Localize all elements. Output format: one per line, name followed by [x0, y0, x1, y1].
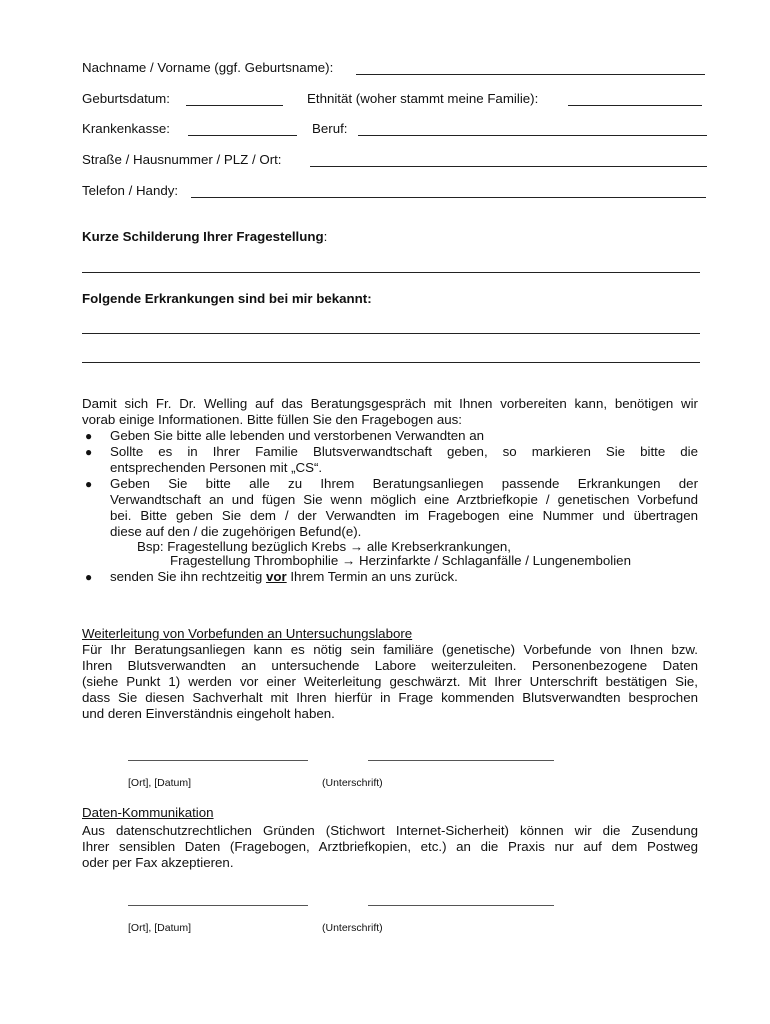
bullet-icon: ● — [85, 445, 93, 459]
bullet-line: Geben Sie bitte alle lebenden und verstorbenen Verwandten an — [110, 428, 485, 443]
emphasis-vor: vor — [265, 569, 287, 584]
ethnicity-label: Ethnität (woher stammt meine Familie): — [307, 91, 539, 106]
forwarding-line: Für Ihr Beratungsanliegen kann es nötig sein familiäre (genetische) Vorbefunde von Ihnen bzw. — [82, 642, 698, 657]
name-field[interactable] — [356, 74, 705, 75]
communication-heading: Daten-Kommunikation — [82, 805, 214, 820]
birthdate-field[interactable] — [186, 105, 283, 106]
insurance-label: Krankenkasse: — [82, 121, 170, 136]
address-label: Straße / Hausnummer / PLZ / Ort: — [82, 152, 282, 167]
bullet-item — [82, 428, 698, 444]
bullet-item — [82, 476, 698, 540]
name-label: Nachname / Vorname (ggf. Geburtsname): — [82, 60, 334, 75]
bullet-line: Geben Sie bitte alle zu Ihrem Beratungsanliegen passende Erkrankungen der — [110, 476, 698, 491]
job-label: Beruf: — [312, 121, 348, 136]
diseases-heading: Folgende Erkrankungen sind bei mir bekannt: — [82, 291, 372, 306]
question-field[interactable] — [82, 272, 700, 273]
signature-line-2[interactable] — [368, 905, 554, 906]
communication-line: Aus datenschutzrechtlichen Gründen (Stichwort Internet-Sicherheit) können wir die Zusendung — [82, 823, 698, 838]
diseases-field-2[interactable] — [82, 362, 700, 363]
bullet-line: bei. Bitte geben Sie dem / der Verwandten im Fragebogen eine Nummer und übertragen — [110, 508, 698, 523]
bullet-line: diese auf den / die zugehörigen Befund(e). — [110, 524, 362, 539]
question-heading: Kurze Schilderung Ihrer Fragestellung: — [82, 229, 328, 244]
forwarding-heading: Weiterleitung von Vorbefunden an Untersuchungslabore — [82, 626, 413, 641]
intro-paragraph — [82, 396, 698, 428]
place-date-label-2: [Ort], [Datum] — [128, 922, 192, 934]
bullet-item — [82, 569, 698, 585]
insurance-field[interactable] — [188, 135, 297, 136]
birthdate-label: Geburtsdatum: — [82, 91, 170, 106]
forwarding-line: (siehe Punkt 1) werden vor einer Weiterleitung geschwärzt. Mit Ihrer Unterschrift bestätigen Sie, — [82, 674, 698, 689]
communication-paragraph — [82, 823, 698, 871]
ethnicity-field[interactable] — [568, 105, 702, 106]
signature-label-2: (Unterschrift) — [322, 922, 383, 934]
intro-line: vorab einige Informationen. Bitte füllen Sie den Fragebogen aus: — [82, 412, 462, 427]
bullet-line: entsprechenden Personen mit „CS“. — [110, 460, 323, 475]
bullet-icon: ● — [85, 570, 93, 584]
communication-line: Ihrer sensiblen Daten (Fragebogen, Arztbriefkopien, etc.) an die Praxis nur auf dem Postweg — [82, 839, 698, 854]
forwarding-paragraph — [82, 642, 698, 722]
intro-line: Damit sich Fr. Dr. Welling auf das Beratungsgespräch mit Ihnen vorbereiten kann, benötigen wir — [82, 396, 698, 411]
diseases-field-1[interactable] — [82, 333, 700, 334]
signature-line-1[interactable] — [368, 760, 554, 761]
job-field[interactable] — [358, 135, 707, 136]
forwarding-line: Ihren Blutsverwandten an untersuchende Labore weiterzuleiten. Personenbezogene Daten — [82, 658, 698, 673]
place-date-line-2[interactable] — [128, 905, 308, 906]
bullet-icon: ● — [85, 429, 93, 443]
bullet-line: Verwandtschaft an und fügen Sie wenn möglich eine Arztbriefkopie / genetischen Vorbefund — [110, 492, 698, 507]
place-date-line-1[interactable] — [128, 760, 308, 761]
place-date-label-1: [Ort], [Datum] — [128, 777, 192, 789]
bullet-item — [82, 444, 698, 476]
signature-label-1: (Unterschrift) — [322, 777, 383, 789]
example-line-2: Fragestellung Thrombophilie → Herzinfarkte / Schlaganfälle / Lungenembolien — [170, 553, 631, 568]
communication-line: oder per Fax akzeptieren. — [82, 855, 234, 870]
phone-label: Telefon / Handy: — [82, 183, 179, 198]
example-line-1: Bsp: Fragestellung bezüglich Krebs → alle Krebserkrankungen, — [137, 539, 511, 554]
bullet-icon: ● — [85, 477, 93, 491]
forwarding-line: dass Sie diesen Sachverhalt mit Ihren hierfür in Frage kommenden Blutsverwandten besprochen — [82, 690, 698, 705]
bullet-line: Sollte es in Ihrer Familie Blutsverwandtschaft geben, so markieren Sie bitte die — [110, 444, 698, 459]
phone-field[interactable] — [191, 197, 706, 198]
forwarding-line: und deren Einverständnis eingeholt haben. — [82, 706, 335, 721]
bullet-line: senden Sie ihn rechtzeitig vor Ihrem Termin an uns zurück. — [110, 569, 458, 584]
address-field[interactable] — [310, 166, 707, 167]
